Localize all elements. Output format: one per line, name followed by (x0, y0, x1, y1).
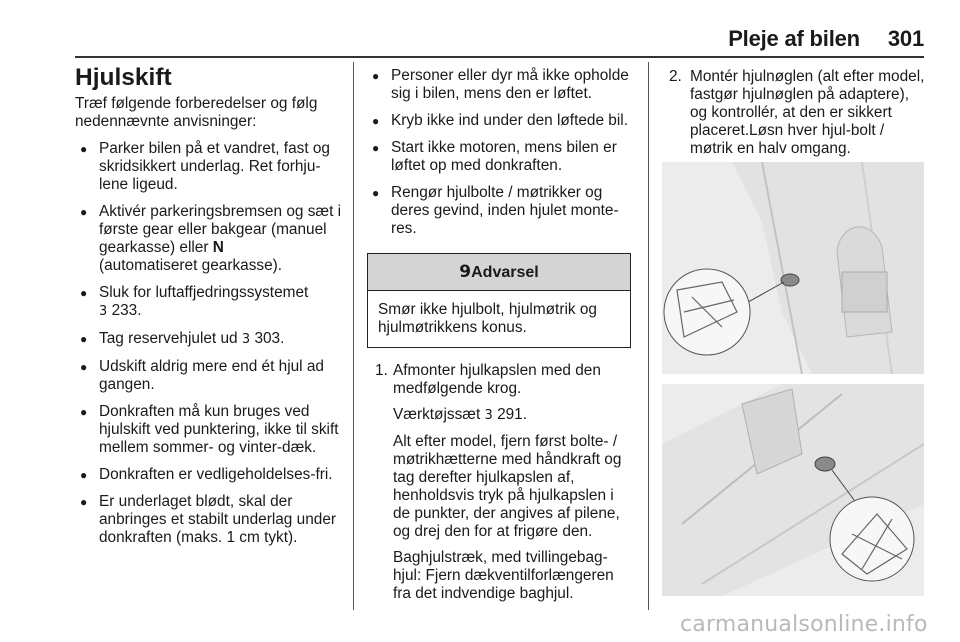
step-paragraph: Baghjulstræk, med tvillingebag-hjul: Fjern dækventilforlængeren fra det indvendige baghjul. (393, 549, 614, 602)
steps-list (664, 68, 929, 158)
list-item: ● Start ikke motoren, mens bilen er løftet op med donkraften. (367, 139, 635, 175)
tools-ref: Værktøjssæt 3 291. (393, 406, 528, 423)
step-paragraph: Alt efter model, fjern først bolte- / møtrikhætterne med håndkraft og tag derefter hjulkapslen af, henholdsvis tryk på hjulkapslen i de punkter, der angives af pilene, og drej den for at frigøre den. (393, 433, 622, 540)
list-item: ● Aktivér parkeringsbremsen og sæt i første gear eller bakgear (manuel gearkasse) eller N (automatiseret gearkasse). (75, 203, 345, 275)
step-text: Afmonter hjulkapslen med den medfølgende krog. (393, 362, 601, 397)
list-item: ● Sluk for luftaffjedringssystemet 3 233. (75, 284, 345, 321)
warning-header (368, 254, 630, 291)
jack-illustration-top (662, 162, 924, 374)
column-2 (367, 62, 635, 603)
list-item: ● Kryb ikke ind under den løftede bil. (367, 112, 635, 130)
warning-icon: 9 (459, 262, 472, 282)
column-1 (75, 62, 345, 547)
list-item: ● Donkraften er vedligeholdelses-fri. (75, 466, 345, 484)
list-item: ● Tag reservehjulet ud 3 303. (75, 330, 345, 349)
warning-title: Advarsel (471, 264, 539, 281)
list-item: ● Udskift aldrig mere end ét hjul ad gangen. (75, 358, 345, 394)
section-title: Pleje af bilen (728, 26, 860, 51)
steps-list (367, 362, 635, 603)
step-number: 2. (669, 68, 682, 85)
list-item: ● Donkraften må kun bruges ved hjulskift ved punktering, ikke til skift mellem sommer- og vinter-dæk. (75, 403, 345, 457)
safety-list (367, 67, 635, 238)
column-divider-2 (648, 62, 649, 610)
jack-illustration-bottom (662, 384, 924, 596)
warning-text: Smør ikke hjulbolt, hjulmøtrik og hjulmøtrikkens konus. (378, 301, 597, 336)
header-rule (75, 56, 924, 58)
page-ref-link[interactable]: 303. (254, 330, 285, 347)
intro-text: Træf følgende forberedelser og følg nedennævnte anvisninger: (75, 95, 318, 130)
preparation-list (75, 140, 345, 547)
step-text: Montér hjulnøglen (alt efter model, fastgør hjulnøglen på adaptere), og kontrollér, at den er sikkert placeret.Løsn hver hjul-bolt / møtrik en halv omgang. (690, 68, 925, 157)
step-number: 1. (375, 362, 388, 379)
list-item: ● Rengør hjulbolte / møtrikker og deres gevind, inden hjulet monte-res. (367, 184, 635, 238)
section-heading: Hjulskift (75, 64, 172, 91)
list-item: ● Er underlaget blødt, skal der anbringes et stabilt underlag under donkraften (maks. 1 cm tykt). (75, 493, 345, 547)
list-item: ● Personer eller dyr må ikke opholde sig i bilen, mens den er løftet. (367, 67, 635, 103)
watermark: carmanualsonline.info (680, 612, 928, 637)
gear-n-label: N (212, 239, 224, 256)
page-ref-link[interactable]: 291. (497, 406, 528, 423)
page-ref-icon: 3 (484, 408, 493, 423)
page-number: 301 (887, 26, 924, 51)
page-ref-link[interactable]: 233. (111, 302, 142, 319)
warning-box (367, 253, 631, 348)
step-1 (367, 362, 635, 603)
page-ref-icon: 3 (99, 304, 108, 319)
step-2 (664, 68, 929, 158)
column-divider-1 (353, 62, 354, 610)
column-3 (664, 62, 929, 158)
list-item: ● Parker bilen på et vandret, fast og skridsikkert underlag. Ret forhju-lene ligeud. (75, 140, 345, 194)
page-ref-icon: 3 (241, 332, 251, 347)
page-header (0, 26, 924, 52)
